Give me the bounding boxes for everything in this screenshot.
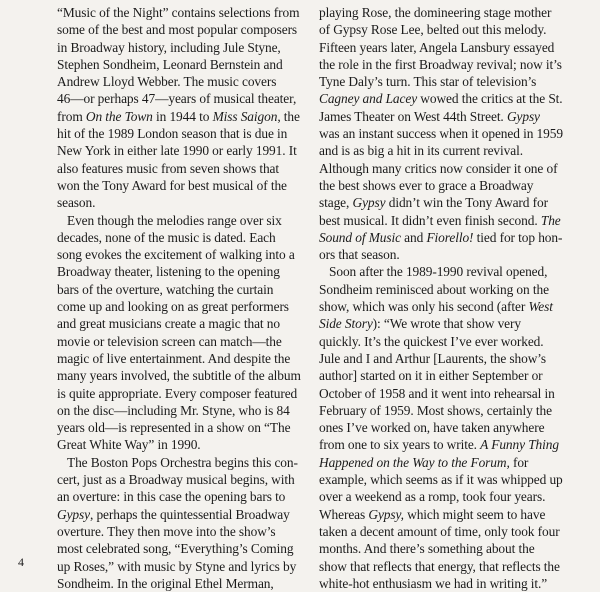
text-line bbox=[319, 523, 581, 540]
text-run: magic of live entertainment. And despite the bbox=[57, 350, 291, 366]
text-line bbox=[57, 298, 315, 315]
text-line bbox=[57, 506, 315, 523]
text-run: the best shows ever to grace a Broadway bbox=[319, 177, 534, 193]
text-run: most celebrated song, “Everything’s Coming bbox=[57, 541, 294, 557]
text-line bbox=[319, 471, 581, 488]
text-line bbox=[57, 281, 315, 298]
left-text-column bbox=[57, 4, 315, 592]
italic-title-text: Happened on the Way to the Forum, bbox=[319, 454, 510, 470]
text-line bbox=[57, 212, 315, 229]
text-run: some of the best and most popular composers bbox=[57, 22, 298, 38]
text-line bbox=[57, 194, 315, 211]
text-run: ors that season. bbox=[319, 247, 400, 263]
text-line bbox=[57, 108, 315, 125]
text-line bbox=[319, 212, 581, 229]
italic-title-text: Gypsy bbox=[57, 506, 90, 522]
text-run: Tyne Daly’s turn. This star of television’s bbox=[319, 74, 537, 90]
text-run: in 1944 to bbox=[152, 108, 213, 124]
text-line bbox=[57, 229, 315, 246]
text-line bbox=[319, 436, 581, 453]
text-line bbox=[319, 229, 581, 246]
italic-title-text: The bbox=[540, 212, 561, 228]
text-run: Soon after the 1989-1990 revival opened, bbox=[329, 264, 548, 280]
italic-title-text: Sound of Music bbox=[319, 229, 401, 245]
text-line bbox=[319, 73, 581, 90]
text-line bbox=[57, 315, 315, 332]
text-line bbox=[319, 298, 581, 315]
text-line bbox=[319, 56, 581, 73]
text-line bbox=[57, 471, 315, 488]
text-line bbox=[57, 436, 315, 453]
text-run: Whereas bbox=[319, 506, 369, 522]
text-run: is quite appropriate. Every composer featured bbox=[57, 385, 298, 401]
text-run: hit of the 1989 London season that is due in bbox=[57, 126, 288, 142]
text-run: which might seem to have bbox=[403, 506, 546, 522]
italic-title-text: Gypsy, bbox=[368, 506, 404, 522]
text-run: wowed the critics at the St. bbox=[417, 91, 563, 107]
text-line bbox=[319, 194, 581, 211]
text-line bbox=[57, 90, 315, 107]
italic-title-text: West bbox=[528, 299, 553, 315]
text-run: author] started on it in either September or bbox=[319, 368, 543, 384]
text-run: 46—or perhaps 47—years of musical theater, bbox=[57, 91, 297, 107]
text-line bbox=[57, 333, 315, 350]
text-line bbox=[57, 160, 315, 177]
text-run: bars of the overture, watching the curtain bbox=[57, 281, 274, 297]
text-run: playing Rose, the domineering stage mother bbox=[319, 5, 552, 20]
text-run: taken a decent amount of time, only took four bbox=[319, 523, 560, 539]
text-line bbox=[57, 488, 315, 505]
text-line bbox=[57, 39, 315, 56]
text-line bbox=[57, 402, 315, 419]
right-text-column bbox=[319, 4, 581, 592]
text-run: Broadway theater, listening to the opening bbox=[57, 264, 280, 280]
text-run: also features music from seven shows that bbox=[57, 160, 279, 176]
text-line bbox=[319, 333, 581, 350]
text-run: “Music of the Night” contains selections from bbox=[57, 5, 300, 20]
text-run: an overture: in this case the opening bars to bbox=[57, 489, 286, 505]
italic-title-text: Fiorello! bbox=[426, 229, 474, 245]
text-line bbox=[57, 21, 315, 38]
text-run: white-hot enthusiasm we had in writing it.” bbox=[319, 575, 548, 591]
text-run: tied for top hon- bbox=[473, 229, 563, 245]
text-run: months. And there’s something about the bbox=[319, 541, 535, 557]
text-line bbox=[319, 263, 581, 280]
text-run: best musical. It didn’t even finish second. bbox=[319, 212, 541, 228]
text-run: example, which seems as if it was whipped up bbox=[319, 472, 563, 488]
text-run: years old—is represented in a show on “The bbox=[57, 420, 291, 436]
text-run: and bbox=[400, 229, 427, 245]
text-run: Even though the melodies range over six bbox=[67, 212, 282, 228]
text-line bbox=[319, 540, 581, 557]
italic-title-text: Miss Saigon bbox=[212, 108, 278, 124]
text-line bbox=[57, 177, 315, 194]
text-line bbox=[319, 385, 581, 402]
text-line bbox=[57, 367, 315, 384]
text-run: October of 1958 and it went into rehearsal in bbox=[319, 385, 555, 401]
text-run: New York in either late 1990 or early 1991. It bbox=[57, 143, 297, 159]
text-run: February of 1959. Most shows, certainly the bbox=[319, 402, 552, 418]
text-line bbox=[319, 160, 581, 177]
text-run: from bbox=[57, 108, 86, 124]
text-line bbox=[57, 350, 315, 367]
text-run: ): “We wrote that show very bbox=[372, 316, 521, 332]
text-line bbox=[57, 575, 315, 592]
text-line bbox=[319, 108, 581, 125]
text-run: stage, bbox=[319, 195, 353, 211]
text-run: Sondheim reminisced about working on the bbox=[319, 281, 549, 297]
text-run: cert, just as a Broadway musical begins, with bbox=[57, 472, 295, 488]
text-run: many years involved, the subtitle of the album bbox=[57, 368, 301, 384]
italic-title-text: Gypsy bbox=[352, 195, 386, 211]
text-line bbox=[319, 367, 581, 384]
text-run: didn’t win the Tony Award for bbox=[385, 195, 548, 211]
text-line bbox=[57, 263, 315, 280]
text-run: Although many critics now consider it one of bbox=[319, 160, 558, 176]
text-run: Jule and I and Arthur [Laurents, the show’s bbox=[319, 350, 547, 366]
text-run: , perhaps the quintessential Broadway bbox=[89, 506, 290, 522]
text-run: Fifteen years later, Angela Lansbury essayed bbox=[319, 39, 555, 55]
text-run: over a weekend as a romp, took four years. bbox=[319, 489, 546, 505]
text-line bbox=[57, 385, 315, 402]
text-line bbox=[319, 39, 581, 56]
text-run: overture. They then move into the show’s bbox=[57, 523, 276, 539]
italic-title-text: A Funny Thing bbox=[480, 437, 559, 453]
text-run: quickly. It’s the quickest I’ve ever worked. bbox=[319, 333, 544, 349]
text-line bbox=[57, 540, 315, 557]
text-run: show that reflects that energy, that reflects the bbox=[319, 558, 560, 574]
page-number: 4 bbox=[18, 555, 24, 569]
text-run: Sondheim. In the original Ethel Merman, bbox=[57, 575, 274, 591]
text-line bbox=[319, 177, 581, 194]
text-line bbox=[57, 142, 315, 159]
text-run: ones I’ve worked on, have taken anywhere bbox=[319, 420, 545, 436]
text-run: Stephen Sondheim, Leonard Bernstein and bbox=[57, 56, 283, 72]
text-line bbox=[57, 419, 315, 436]
text-run: song evokes the excitement of walking into a bbox=[57, 247, 295, 263]
italic-title-text: Side Story bbox=[319, 316, 373, 332]
text-run: of Gypsy Rose Lee, belted out this melody. bbox=[319, 22, 547, 38]
text-run: was an instant success when it opened in 1959 bbox=[319, 126, 563, 142]
text-line bbox=[319, 558, 581, 575]
text-run: James Theater on West 44th Street. bbox=[319, 108, 507, 124]
text-line bbox=[319, 315, 581, 332]
text-line bbox=[319, 125, 581, 142]
text-run: season. bbox=[57, 195, 96, 211]
text-run: The Boston Pops Orchestra begins this con- bbox=[67, 454, 298, 470]
text-run: and great musicians create a magic that no bbox=[57, 316, 280, 332]
text-run: won the Tony Award for best musical of the bbox=[57, 177, 287, 193]
text-run: in Broadway history, including Jule Styne, bbox=[57, 39, 281, 55]
text-line bbox=[319, 488, 581, 505]
text-line bbox=[57, 125, 315, 142]
text-line bbox=[319, 506, 581, 523]
text-run: come up and looking on as great performers bbox=[57, 299, 289, 315]
text-line bbox=[57, 4, 315, 21]
text-run: from one to six years to write. bbox=[319, 437, 481, 453]
text-line bbox=[57, 73, 315, 90]
text-line bbox=[57, 523, 315, 540]
italic-title-text: On the Town bbox=[85, 108, 153, 124]
text-line bbox=[57, 454, 315, 471]
text-line bbox=[319, 142, 581, 159]
text-line bbox=[57, 246, 315, 263]
text-line bbox=[319, 21, 581, 38]
text-run: and is as big a hit in its current revival. bbox=[319, 143, 523, 159]
text-line bbox=[57, 56, 315, 73]
text-line bbox=[319, 419, 581, 436]
text-line bbox=[319, 575, 581, 592]
text-run: , the bbox=[277, 108, 300, 124]
text-run: up Roses,” with music by Styne and lyrics by bbox=[57, 558, 297, 574]
text-line bbox=[319, 246, 581, 263]
text-run: movie or television screen can match—the bbox=[57, 333, 282, 349]
italic-title-text: Gypsy bbox=[506, 108, 540, 124]
italic-title-text: Cagney and Lacey bbox=[319, 91, 418, 107]
text-run: for bbox=[509, 454, 529, 470]
text-line bbox=[319, 402, 581, 419]
text-run: show, which was only his second (after bbox=[319, 299, 529, 315]
text-line bbox=[319, 454, 581, 471]
text-run: decades, none of the music is dated. Each bbox=[57, 229, 276, 245]
text-line bbox=[319, 4, 581, 21]
text-run: Great White Way” in 1990. bbox=[57, 437, 201, 453]
text-line bbox=[319, 281, 581, 298]
text-run: Andrew Lloyd Webber. The music covers bbox=[57, 74, 277, 90]
text-line bbox=[319, 90, 581, 107]
text-run: on the disc—including Mr. Styne, who is 84 bbox=[57, 402, 290, 418]
text-line bbox=[57, 558, 315, 575]
text-line bbox=[319, 350, 581, 367]
text-run: the role in the first Broadway revival; now it’s bbox=[319, 56, 562, 72]
